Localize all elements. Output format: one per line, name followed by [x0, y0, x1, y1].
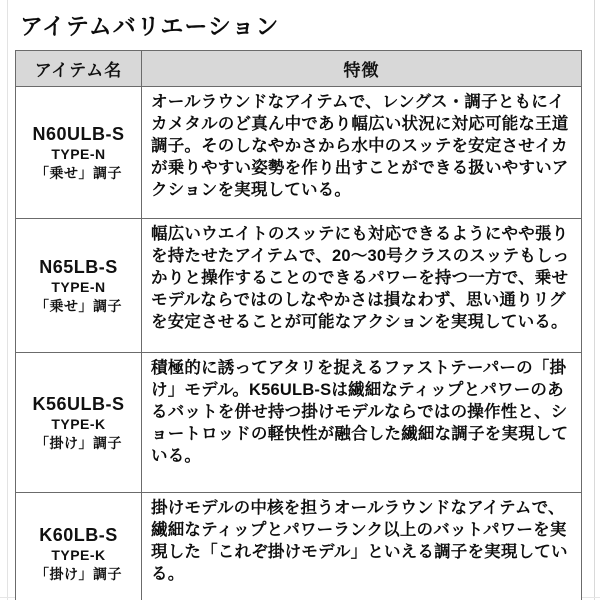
model-type: TYPE-N [51, 278, 106, 295]
table-row [16, 87, 582, 219]
page-title: アイテムバリエーション [20, 13, 280, 39]
photo-edge-right [594, 0, 595, 600]
item-description: 積極的に誘ってアタリを捉えるファストテーパーの「掛け」モデル。K56ULB-Sは繊細なティップとパワーのあるバットを併せ持つ掛けモデルならではの操作性と、ショートロッドの軽快性が融合した繊細な調子を実現している。 [142, 353, 582, 493]
table-row [16, 493, 582, 600]
item-variation-table [15, 50, 582, 600]
model-name: N65LB-S [39, 256, 118, 277]
item-name-cell [16, 219, 142, 353]
model-type: TYPE-K [51, 547, 106, 563]
column-header-item-name: アイテム名 [16, 51, 142, 87]
item-description: 幅広いウエイトのスッテにも対応できるようにやや張りを持たせたアイテムで、20〜30号クラスのスッテもしっかりと操作することのできるパワーを持つ一方で、乗せモデルならではのしなやかさは損なわず、思い通りリグを安定させることが可能なアクションを実現している。 [142, 219, 582, 353]
model-action: 「乗せ」調子 [35, 297, 122, 314]
model-action: 「掛け」調子 [35, 434, 122, 451]
model-type: TYPE-N [51, 145, 106, 162]
item-name-cell [16, 353, 142, 493]
column-header-features: 特徴 [142, 51, 582, 87]
model-action: 「掛け」調子 [35, 566, 122, 582]
model-name: K60LB-S [39, 525, 118, 545]
table-header-row [16, 51, 582, 87]
item-description: オールラウンドなアイテムで、レングス・調子ともにイカメタルのど真ん中であり幅広い状況に対応可能な王道調子。そのしなやかさから水中のスッテを安定させイカが乗りやすい姿勢を作り出すことができる扱いやすいアクションを実現している。 [142, 87, 582, 219]
model-type: TYPE-K [51, 415, 106, 432]
item-name-cell [16, 493, 142, 600]
model-name: K56ULB-S [32, 393, 125, 414]
table-row [16, 219, 582, 353]
model-action: 「乗せ」調子 [35, 164, 122, 181]
model-name: N60ULB-S [32, 123, 125, 144]
table-row [16, 353, 582, 493]
photo-edge-left [7, 0, 8, 600]
item-description: 掛けモデルの中核を担うオールラウンドなアイテムで、繊細なティップとパワーランク以上のバットパワーを実現した「これぞ掛けモデル」といえる調子を実現している。 [142, 493, 582, 600]
item-name-cell [16, 87, 142, 219]
